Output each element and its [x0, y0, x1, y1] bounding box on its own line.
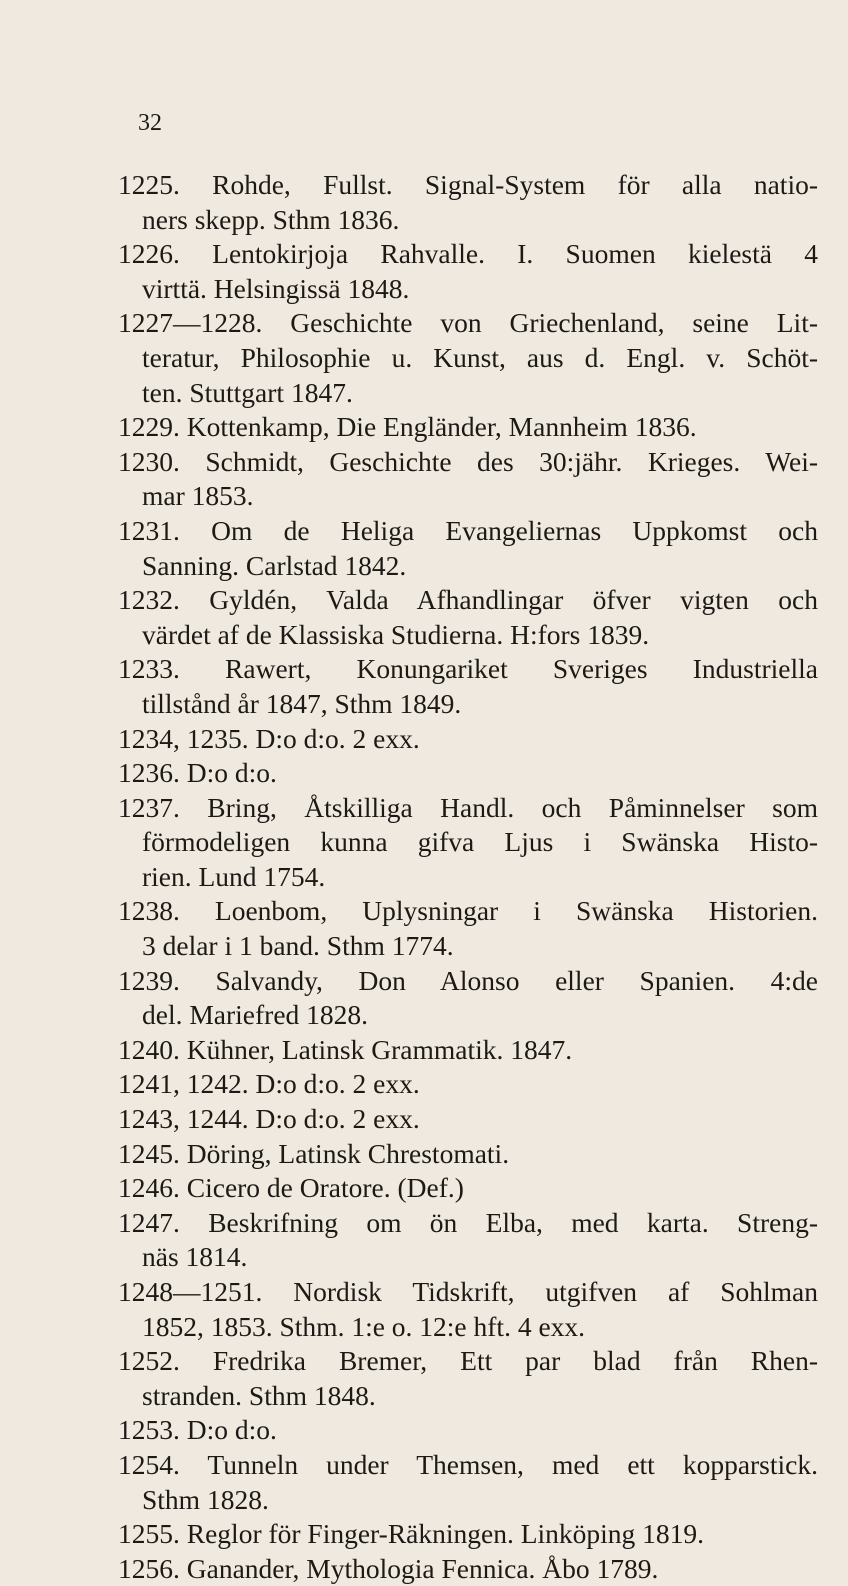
entry-first-line: 1247. Beskrifning om ön Elba, med karta. Streng-: [118, 1206, 818, 1238]
entry-first-line: 1225. Rohde, Fullst. Signal-System för alla natio-: [118, 169, 818, 200]
catalog-entry: [118, 1102, 818, 1137]
entry-first-line: 1254. Tunneln under Themsen, med ett kopparstick.: [118, 1448, 818, 1480]
entry-first-line: 1255. Reglor för Finger-Räkningen. Linköping 1819.: [118, 1518, 705, 1550]
catalog-entry: [118, 1275, 818, 1344]
entry-first-line: 1238. Loenbom, Uplysningar i Swänska Historien.: [118, 895, 818, 927]
entry-first-line: 1248—1251. Nordisk Tidskrift, utgifven af Sohlman: [118, 1276, 818, 1307]
entry-continuation-line: 3 delar i 1 band. Sthm 1774.: [142, 930, 454, 962]
catalog-entry: [118, 1137, 818, 1172]
entry-first-line: 1246. Cicero de Oratore. (Def.): [118, 1172, 464, 1204]
entry-first-line: 1226. Lentokirjoja Rahvalle. I. Suomen kielestä 4: [118, 238, 818, 270]
catalog-entry: [118, 445, 818, 514]
catalog-entry: [118, 1413, 818, 1448]
catalog-entry: [118, 1552, 818, 1586]
entry-first-line: 1241, 1242. D:o d:o. 2 exx.: [118, 1068, 420, 1100]
entry-first-line: 1240. Kühner, Latinsk Grammatik. 1847.: [118, 1033, 573, 1065]
catalog-entry: [118, 722, 818, 757]
catalog-entry: [118, 652, 818, 721]
entry-continuation-line: Sthm 1828.: [142, 1483, 269, 1515]
entry-first-line: 1232. Gyldén, Valda Afhandlingar öfver vigten och: [118, 584, 818, 616]
entry-first-line: 1236. D:o d:o.: [118, 757, 277, 789]
entry-first-line: 1239. Salvandy, Don Alonso eller Spanien. 4:de: [118, 964, 818, 996]
catalog-entry: [118, 514, 818, 583]
entry-continuation-line: 1852, 1853. Sthm. 1:e o. 12:e hft. 4 exx.: [142, 1310, 586, 1342]
entry-first-line: 1237. Bring, Åtskilliga Handl. och Påminnelser som: [118, 791, 818, 823]
entry-continuation-line: förmodeligen kunna gifva Ljus i Swänska Histo-: [142, 826, 818, 858]
catalog-entry: [118, 1344, 818, 1413]
entry-continuation-line: ners skepp. Sthm 1836.: [142, 203, 400, 235]
entry-first-line: 1229. Kottenkamp, Die Engländer, Mannheim 1836.: [118, 411, 697, 443]
entry-first-line: 1231. Om de Heliga Evangeliernas Uppkomst och: [118, 514, 818, 546]
catalog-entry: [118, 964, 818, 1033]
entry-first-line: 1252. Fredrika Bremer, Ett par blad från Rhen-: [118, 1345, 818, 1377]
catalog-entry: [118, 410, 818, 445]
catalog-entries: [118, 168, 818, 1586]
catalog-entry: [118, 1517, 818, 1552]
entry-continuation-line: teratur, Philosophie u. Kunst, aus d. Engl. v. Schöt-: [142, 341, 818, 373]
entry-first-line: 1233. Rawert, Konungariket Sveriges Industriella: [118, 653, 818, 685]
entry-first-line: 1243, 1244. D:o d:o. 2 exx.: [118, 1103, 420, 1135]
catalog-entry: [118, 791, 818, 895]
entry-continuation-line: Sanning. Carlstad 1842.: [142, 549, 407, 581]
entry-first-line: 1256. Ganander, Mythologia Fennica. Åbo 1789.: [118, 1552, 659, 1584]
entry-continuation-line: mar 1853.: [142, 480, 254, 512]
catalog-entry: [118, 894, 818, 963]
catalog-entry: [118, 1171, 818, 1206]
catalog-entry: [118, 1067, 818, 1102]
catalog-entry: [118, 1206, 818, 1275]
catalog-entry: [118, 756, 818, 791]
entry-first-line: 1227—1228. Geschichte von Griechenland, seine Lit-: [118, 307, 818, 339]
entry-first-line: 1245. Döring, Latinsk Chrestomati.: [118, 1137, 510, 1169]
entry-continuation-line: del. Mariefred 1828.: [142, 999, 369, 1031]
entry-continuation-line: ten. Stuttgart 1847.: [142, 376, 353, 408]
entry-continuation-line: näs 1814.: [142, 1241, 248, 1273]
catalog-entry: [118, 168, 818, 237]
entry-continuation-line: rien. Lund 1754.: [142, 860, 326, 892]
entry-continuation-line: värdet af de Klassiska Studierna. H:fors 1839.: [142, 618, 650, 650]
catalog-entry: [118, 1448, 818, 1517]
entry-first-line: 1230. Schmidt, Geschichte des 30:jähr. Krieges. Wei-: [118, 445, 818, 477]
catalog-entry: [118, 583, 818, 652]
entry-first-line: 1234, 1235. D:o d:o. 2 exx.: [118, 722, 420, 754]
catalog-entry: [118, 1033, 818, 1068]
page-number: 32: [138, 110, 162, 136]
catalog-entry: [118, 237, 818, 306]
catalog-entry: [118, 306, 818, 410]
entry-continuation-line: tillstånd år 1847, Sthm 1849.: [142, 687, 462, 719]
entry-continuation-line: virttä. Helsingissä 1848.: [142, 272, 410, 304]
entry-continuation-line: stranden. Sthm 1848.: [142, 1379, 376, 1411]
entry-first-line: 1253. D:o d:o.: [118, 1414, 277, 1446]
